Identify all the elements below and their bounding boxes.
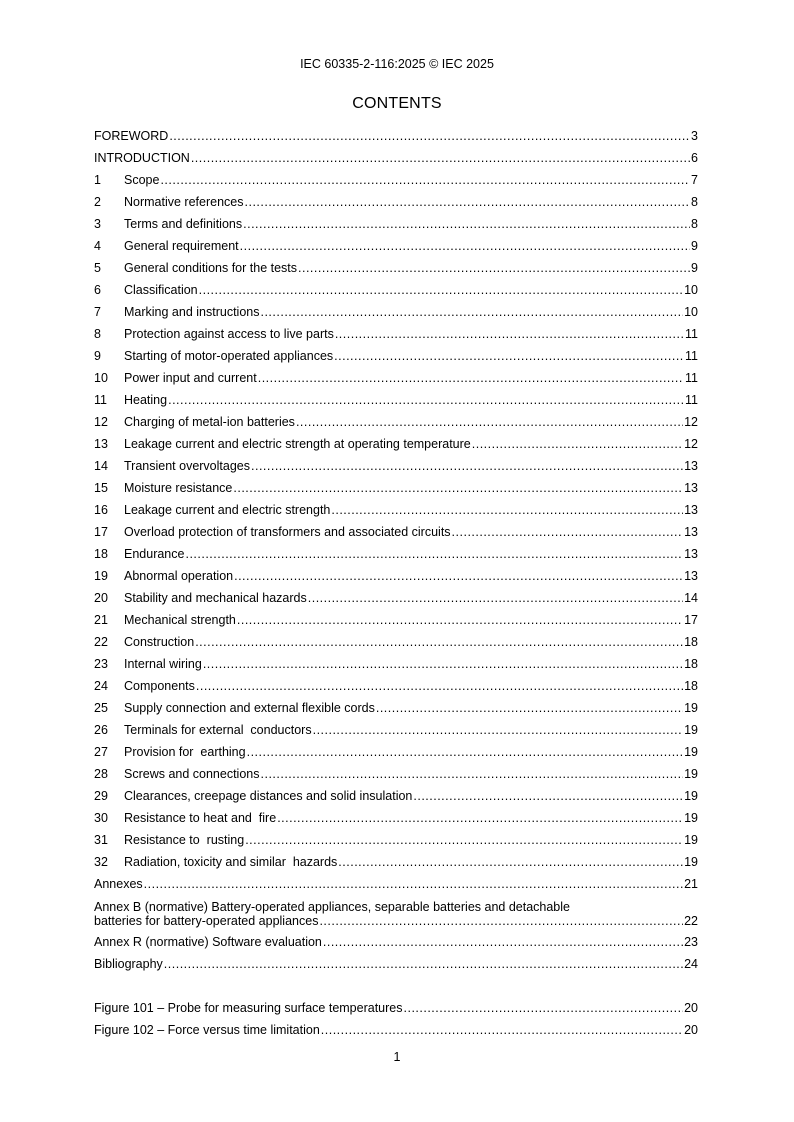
toc-label: Stability and mechanical hazards (124, 591, 307, 605)
dot-leader (168, 389, 684, 411)
toc-entry-clause-32[interactable] (94, 851, 698, 873)
toc-label: Screws and connections (124, 767, 260, 781)
clause-number: 23 (94, 657, 108, 671)
toc-entry-clause-29[interactable] (94, 785, 698, 807)
dot-leader (160, 169, 690, 191)
clause-number: 1 (94, 173, 101, 187)
toc-page: 11 (685, 393, 698, 407)
toc-label: Scope (124, 173, 160, 187)
dot-leader (413, 785, 683, 807)
toc-page: 18 (684, 635, 698, 649)
dot-leader (240, 235, 690, 257)
toc-page: 13 (684, 481, 698, 495)
dot-leader (237, 609, 683, 631)
toc-label: Radiation, toxicity and similar hazards (124, 855, 338, 869)
toc-label: Heating (124, 393, 168, 407)
clause-number: 10 (94, 371, 108, 385)
toc-page: 7 (691, 173, 698, 187)
toc-label: Clearances, creepage distances and solid insulation (124, 789, 413, 803)
dot-leader (203, 653, 683, 675)
toc-page: 3 (691, 129, 698, 143)
dot-leader (185, 543, 683, 565)
toc-entry-clause-8[interactable] (94, 323, 698, 345)
clause-number: 29 (94, 789, 108, 803)
toc-page: 12 (684, 415, 698, 429)
toc-entry-annex-r[interactable] (94, 931, 698, 953)
toc-entry-clause-6[interactable] (94, 279, 698, 301)
dot-leader (261, 763, 684, 785)
toc-entry-clause-15[interactable] (94, 477, 698, 499)
toc-entry-introduction[interactable] (94, 147, 698, 169)
document-header: IEC 60335-2-116:2025 © IEC 2025 (300, 57, 494, 71)
clause-number: 28 (94, 767, 108, 781)
toc-label: Bibliography (94, 957, 163, 971)
clause-number: 30 (94, 811, 108, 825)
toc-label: Figure 102 – Force versus time limitation (94, 1023, 320, 1037)
toc-label: Construction (124, 635, 195, 649)
toc-page: 23 (684, 935, 698, 949)
toc-label: Marking and instructions (124, 305, 260, 319)
toc-entry-clause-7[interactable] (94, 301, 698, 323)
dot-leader (313, 719, 684, 741)
toc-page: 13 (684, 503, 698, 517)
clause-number: 27 (94, 745, 108, 759)
clause-number: 8 (94, 327, 101, 341)
toc-label: Terminals for external conductors (124, 723, 312, 737)
toc-label: Abnormal operation (124, 569, 234, 583)
dot-leader (321, 1019, 683, 1041)
toc-entry-clause-25[interactable] (94, 697, 698, 719)
toc-entry-clause-24[interactable] (94, 675, 698, 697)
dot-leader (452, 521, 684, 543)
toc-label: Classification (124, 283, 198, 297)
clause-number: 15 (94, 481, 108, 495)
dot-leader (243, 213, 690, 235)
clause-number: 26 (94, 723, 108, 737)
toc-entry-clause-10[interactable] (94, 367, 698, 389)
toc-entry-clause-3[interactable] (94, 213, 698, 235)
dot-leader (258, 367, 684, 389)
toc-label: Figure 101 – Probe for measuring surface temperatures (94, 1001, 403, 1015)
toc-page: 10 (684, 283, 698, 297)
dot-leader (196, 675, 683, 697)
toc-entry-clause-5[interactable] (94, 257, 698, 279)
toc-label: INTRODUCTION (94, 151, 190, 165)
toc-entry-annex-b[interactable] (94, 895, 698, 931)
clause-number: 17 (94, 525, 108, 539)
toc-entry-foreword[interactable] (94, 125, 698, 147)
toc-page: 22 (684, 914, 698, 928)
dot-leader (472, 433, 683, 455)
toc-label: Endurance (124, 547, 185, 561)
dot-leader (247, 741, 684, 763)
toc-entry-annexes[interactable] (94, 873, 698, 895)
toc-label: Provision for earthing (124, 745, 246, 759)
toc-label: Starting of motor-operated appliances (124, 349, 334, 363)
toc-label: Charging of metal-ion batteries (124, 415, 295, 429)
dot-leader (251, 455, 683, 477)
toc-label: Components (124, 679, 195, 693)
dot-leader (245, 829, 683, 851)
toc-page: 19 (684, 855, 698, 869)
dot-leader (234, 565, 683, 587)
toc-label: Mechanical strength (124, 613, 236, 627)
clause-number: 21 (94, 613, 108, 627)
toc-page: 19 (684, 723, 698, 737)
toc-page: 11 (685, 371, 698, 385)
clause-number: 16 (94, 503, 108, 517)
toc-page: 17 (684, 613, 698, 627)
clause-number: 32 (94, 855, 108, 869)
toc-label: Supply connection and external flexible cords (124, 701, 375, 715)
toc-label-line2: batteries for battery-operated appliances (94, 914, 319, 928)
toc-entry-clause-17[interactable] (94, 521, 698, 543)
dot-leader (298, 257, 690, 279)
clause-number: 12 (94, 415, 108, 429)
toc-page: 19 (684, 745, 698, 759)
toc-page: 24 (684, 957, 698, 971)
clause-number: 19 (94, 569, 108, 583)
toc-label: Terms and definitions (124, 217, 243, 231)
dot-leader (308, 587, 683, 609)
toc-label: Leakage current and electric strength (124, 503, 331, 517)
toc-page: 20 (684, 1023, 698, 1037)
dot-leader (296, 411, 683, 433)
toc-page: 20 (684, 1001, 698, 1015)
clause-number: 18 (94, 547, 108, 561)
dot-leader (195, 631, 683, 653)
toc-entry-clause-1[interactable] (94, 169, 698, 191)
dot-leader (277, 807, 683, 829)
dot-leader (164, 953, 683, 975)
toc-page: 13 (684, 525, 698, 539)
toc-page: 18 (684, 679, 698, 693)
clause-number: 20 (94, 591, 108, 605)
dot-leader (323, 931, 683, 953)
dot-leader (335, 323, 684, 345)
toc-label: Annex R (normative) Software evaluation (94, 935, 322, 949)
toc-label: Normative references (124, 195, 244, 209)
clause-number: 2 (94, 195, 101, 209)
toc-entry-clause-30[interactable] (94, 807, 698, 829)
toc-page: 21 (684, 877, 698, 891)
toc-entry-clause-21[interactable] (94, 609, 698, 631)
toc-page: 19 (684, 811, 698, 825)
toc-entry-clause-13[interactable] (94, 433, 698, 455)
dot-leader (338, 851, 683, 873)
toc-page: 10 (684, 305, 698, 319)
toc-entry-clause-12[interactable] (94, 411, 698, 433)
toc-entry-clause-14[interactable] (94, 455, 698, 477)
toc-label: Annexes (94, 877, 143, 891)
toc-entry-clause-28[interactable] (94, 763, 698, 785)
dot-leader (334, 345, 684, 367)
toc-page: 13 (684, 459, 698, 473)
toc-page: 19 (684, 789, 698, 803)
toc-entry-clause-23[interactable] (94, 653, 698, 675)
toc-label: Resistance to heat and fire (124, 811, 277, 825)
dot-leader (245, 191, 691, 213)
clause-number: 7 (94, 305, 101, 319)
page-title: CONTENTS (352, 95, 442, 112)
toc-page: 19 (684, 767, 698, 781)
toc-page: 9 (691, 261, 698, 275)
toc-entry-clause-27[interactable] (94, 741, 698, 763)
toc-entry-clause-4[interactable] (94, 235, 698, 257)
toc-page: 13 (684, 569, 698, 583)
toc-label: Internal wiring (124, 657, 202, 671)
table-of-contents (94, 125, 698, 1041)
toc-page: 19 (684, 833, 698, 847)
toc-label: Power input and current (124, 371, 257, 385)
toc-page: 11 (685, 327, 698, 341)
clause-number: 24 (94, 679, 108, 693)
toc-entry-clause-11[interactable] (94, 389, 698, 411)
toc-page: 11 (685, 349, 698, 363)
toc-entry-clause-16[interactable] (94, 499, 698, 521)
dot-leader (331, 499, 683, 521)
dot-leader (404, 997, 684, 1019)
dot-leader (144, 873, 683, 895)
toc-entry-clause-2[interactable] (94, 191, 698, 213)
toc-label: Protection against access to live parts (124, 327, 334, 341)
dot-leader (191, 147, 690, 169)
toc-label: Transient overvoltages (124, 459, 250, 473)
toc-entry-clause-26[interactable] (94, 719, 698, 741)
dot-leader (169, 125, 690, 147)
toc-entry-clause-19[interactable] (94, 565, 698, 587)
toc-entry-clause-22[interactable] (94, 631, 698, 653)
clause-number: 13 (94, 437, 108, 451)
spacer (94, 975, 698, 997)
clause-number: 25 (94, 701, 108, 715)
dot-leader (233, 477, 683, 499)
toc-label: General requirement (124, 239, 239, 253)
toc-label: Moisture resistance (124, 481, 233, 495)
toc-page: 8 (691, 195, 698, 209)
dot-leader (376, 697, 683, 719)
clause-number: 9 (94, 349, 101, 363)
toc-label: General conditions for the tests (124, 261, 298, 275)
clause-number: 22 (94, 635, 108, 649)
toc-page: 9 (691, 239, 698, 253)
clause-number: 5 (94, 261, 101, 275)
toc-label-line1: Annex B (normative) Battery-operated appliances, separable batteries and detachable (94, 900, 570, 914)
toc-page: 12 (684, 437, 698, 451)
toc-label: Leakage current and electric strength at operating temperature (124, 437, 471, 451)
dot-leader (319, 914, 683, 928)
clause-number: 14 (94, 459, 108, 473)
clause-number: 6 (94, 283, 101, 297)
toc-label: FOREWORD (94, 129, 169, 143)
toc-entry-clause-9[interactable] (94, 345, 698, 367)
toc-label: Overload protection of transformers and associated circuits (124, 525, 451, 539)
toc-page: 8 (691, 217, 698, 231)
dot-leader (199, 279, 683, 301)
toc-page: 13 (684, 547, 698, 561)
dot-leader (260, 301, 683, 323)
toc-entry-clause-31[interactable] (94, 829, 698, 851)
toc-page: 18 (684, 657, 698, 671)
toc-entry-clause-18[interactable] (94, 543, 698, 565)
toc-entry-figure-101[interactable] (94, 997, 698, 1019)
clause-number: 4 (94, 239, 101, 253)
toc-page: 19 (684, 701, 698, 715)
toc-label: Resistance to rusting (124, 833, 245, 847)
toc-entry-figure-102[interactable] (94, 1019, 698, 1041)
clause-number: 31 (94, 833, 108, 847)
toc-entry-bibliography[interactable] (94, 953, 698, 975)
clause-number: 3 (94, 217, 101, 231)
toc-page: 14 (684, 591, 698, 605)
toc-entry-clause-20[interactable] (94, 587, 698, 609)
clause-list (94, 169, 698, 873)
page-number: 1 (393, 1050, 401, 1064)
clause-number: 11 (94, 393, 107, 407)
toc-page: 6 (691, 151, 698, 165)
